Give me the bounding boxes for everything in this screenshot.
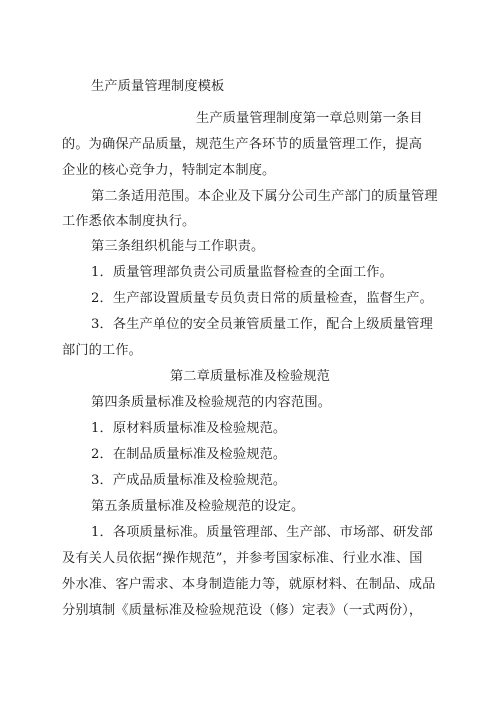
paragraph-line: 第五条质量标准及检验规范的设定。 [91,499,305,514]
paragraph-line: 工作悉依本制度执行。 [62,214,196,229]
paragraph-line: 第四条质量标准及检验规范的内容范围。 [91,395,332,410]
paragraph-line: 及有关人员依据“操作规范”，并参考国家标准、行业水准、国 [62,551,423,566]
paragraph-line: 部门的工作。 [62,343,143,358]
paragraph-line: 第三条组织机能与工作职责。 [91,239,265,254]
document-title: 生产质量管理制度模板 [91,79,225,94]
chapter-1-heading-line: 生产质量管理制度第一章总则第一条目 [196,111,423,126]
list-item: 2．在制品质量标准及检验规范。 [91,447,287,462]
list-item: 1．质量管理部负责公司质量监督检查的全面工作。 [91,265,393,280]
list-item: 1．原材料质量标准及检验规范。 [91,421,287,436]
list-item: 2．生产部设置质量专员负责日常的质量检查，监督生产。 [91,291,433,306]
paragraph-line: 分别填制《质量标准及检验规范设（修）定表》（一式两份）， [62,603,423,618]
list-item: 3．各生产单位的安全员兼管质量工作，配合上级质量管理 [91,317,433,332]
list-item: 1．各项质量标准。质量管理部、生产部、市场部、研发部 [91,525,433,540]
paragraph-line: 外水准、客户需求、本身制造能力等，就原材料、在制品、成品 [62,577,436,592]
paragraph-line: 第二条适用范围。本企业及下属分公司生产部门的质量管理 [91,189,438,204]
paragraph-line: 的。为确保产品质量，规范生产各环节的质量管理工作，提高 [62,137,423,152]
list-item: 3．产成品质量标准及检验规范。 [91,473,287,488]
paragraph-line: 企业的核心竞争力，特制定本制度。 [62,163,276,178]
chapter-2-heading: 第二章质量标准及检验规范 [169,369,331,384]
